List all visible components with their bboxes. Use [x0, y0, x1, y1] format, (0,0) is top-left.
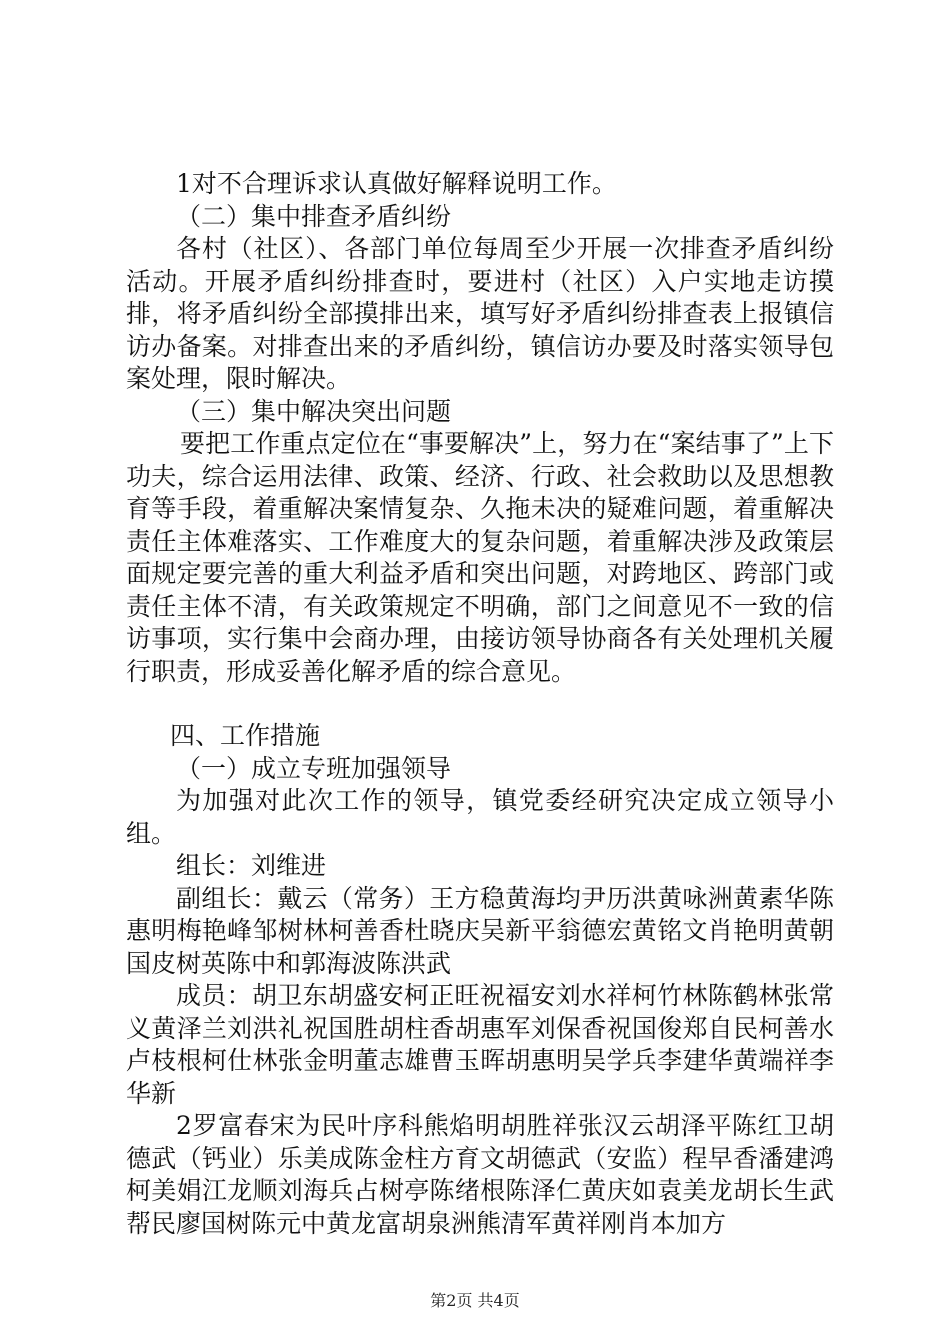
document-body: [126, 168, 834, 1240]
heading-measures: 四、工作措施: [170, 721, 321, 750]
paragraph-resolve: 要把工作重点定位在“事要解决”上，努力在“案结事了”上下功夫，综合运用法律、政策、经济、行政、社会救助以及思想教育等手段，着重解决案情复杂、久拖未决的疑难问题，着重解决责任主体难落实、工作难度大的复杂问题，着重解决涉及政策层面规定要完善的重大利益矛盾和突出问题，对跨地区、跨部门或责任主体不清，有关政策规定不明确，部门之间意见不一致的信访事项，实行集中会商办理，由接访领导协商各有关处理机关履行职责，形成妥善化解矛盾的综合意见。: [126, 429, 834, 686]
page-number: 第2页 共4页: [430, 1291, 520, 1310]
paragraph-leadership: 为加强对此次工作的领导，镇党委经研究决定成立领导小组。: [126, 786, 834, 848]
paragraph-investigate: 各村（社区）、各部门单位每周至少开展一次排查矛盾纠纷活动。开展矛盾纠纷排查时，要进村（社区）入户实地走访摸排，将矛盾纠纷全部摸排出来，填写好矛盾纠纷排查表上报镇信访办备案。对排查出来的矛盾纠纷，镇信访办要及时落实领导包案处理，限时解决。: [126, 234, 834, 393]
paragraph-members-continued: 2罗富春宋为民叶序科熊焰明胡胜祥张汉云胡泽平陈红卫胡德武（钙业）乐美成陈金柱方育文胡德武（安监）程早香潘建鸿柯美娟江龙顺刘海兵占树亭陈绪根陈泽仁黄庆如袁美龙胡长生武帮民廖国树陈元中黄龙富胡泉洲熊清军黄祥刚肖本加方: [126, 1111, 834, 1238]
heading-section-3: （三）集中解决突出问题: [176, 396, 452, 426]
paragraph-members: 成员：胡卫东胡盛安柯正旺祝福安刘水祥柯竹林陈鹤林张常义黄泽兰刘洪礼祝国胜胡柱香胡惠军刘保香祝国俊郑自民柯善水卢枝根柯仕林张金明董志雄曹玉晖胡惠明吴学兵李建华黄端祥李华新: [126, 981, 834, 1108]
paragraph-deputy-leaders: 副组长：戴云（常务）王方稳黄海均尹历洪黄咏洲黄素华陈惠明梅艳峰邹树林柯善香杜晓庆吴新平翁德宏黄铭文肖艳明黄朝国皮树英陈中和郭海波陈洪武: [126, 883, 834, 978]
heading-subsection-1: （一）成立专班加强领导: [176, 753, 452, 783]
paragraph-gap: [126, 688, 834, 720]
paragraph-explain: 1对不合理诉求认真做好解释说明工作。: [176, 169, 617, 198]
paragraph-leader: 组长：刘维进: [176, 851, 327, 880]
heading-section-2: （二）集中排查矛盾纠纷: [176, 201, 452, 231]
